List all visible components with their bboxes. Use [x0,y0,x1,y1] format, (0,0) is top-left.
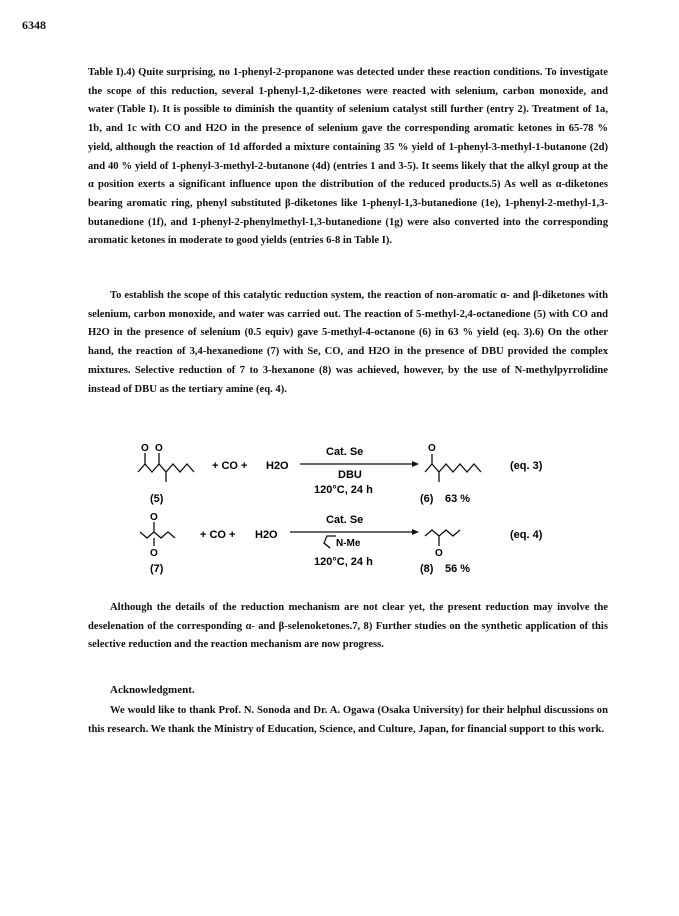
svg-text:O: O [435,548,443,559]
paragraph-table-discussion: Table I).4) Quite surprising, no 1-phenyl-2-propanone was detected under these reaction conditions. To investigate the scope of this reduction, several 1-phenyl-1,2-diketones were reacted with selenium, carbon monoxide, and water (Table I). It is possible to diminish the quantity of selenium catalyst still further (entry 2). Treatment of 1a, 1b, and 1c with CO and H2O in the presence of selenium gave the corresponding aromatic ketones in 65-78 % yield, although the reaction of 1d afforded a mixture containing 35 % yield of 1-phenyl-3-methyl-1-butanone (2d) and 40 % yield of 1-phenyl-3-methyl-2-butanone (4d) (entries 1 and 3-5). It seems likely that the alkyl group at the α position exerts a significant influence upon the distribution of the reduced products.5) As well as α-diketones bearing aromatic ring, phenyl substituted β-diketones like 1-phenyl-1,3-butanedione (1e), 1-phenyl-2-methyl-1,3-butanedione (1f), and 1-phenyl-2-phenylmethyl-1,3-butanedione (1g) were also converted into the corresponding aromatic ketones in moderate to good yields (entries 6-8 in Table I). [88,67,608,247]
eq4-label: (eq. 4) [510,529,543,541]
eq4-yield: 56 % [445,563,471,575]
paragraph-acknowledgment: We would like to thank Prof. N. Sonoda and Dr. A. Ogawa (Osaka University) for their helphul discussions on this research. We thank the Ministry of Education, Science, and Culture, Japan, for financial support to this work. [88,705,608,735]
eq3-conditions: 120°C, 24 h [314,484,373,496]
eq4-conditions: 120°C, 24 h [314,556,373,568]
svg-text:O: O [155,443,163,454]
eq4-product-label: (8) [420,563,434,575]
svg-text:O: O [150,548,158,559]
eq3-product-label: (6) [420,493,434,505]
svg-text:O: O [141,443,149,454]
eq4-reactant-label: (7) [150,563,164,575]
eq3-water: H2O [266,460,289,472]
eq4-water: H2O [255,529,278,541]
svg-text:O: O [150,512,158,523]
paragraph-non-aromatic-diketones: To establish the scope of this catalytic reduction system, the reaction of non-aromatic α- and β-diketones with selenium, carbon monoxide, and water was carried out. The reaction of 5-methyl-2,4-octanedione (5) with CO and H2O in the presence of selenium (0.5 equiv) gave 5-methyl-4-octanone (6) in 63 % yield (eq. 3).6) On the other hand, the reaction of 3,4-hexanedione (7) with Se, CO, and H2O in the presence of DBU provided the complex mixtures. Selective reduction of 7 to 3-hexanone (8) was achieved, however, by the use of N-methylpyrrolidine instead of DBU as the tertiary amine (eq. 4). [88,290,608,395]
eq3-plus-co: + CO + [212,460,248,472]
reaction-scheme [0,440,679,590]
page-number: 6348 [22,18,46,32]
eq4-base: N-Me [336,538,361,549]
acknowledgment-heading: Acknowledgment. [110,684,195,696]
eq3-reactant-structure [138,443,194,482]
eq3-reactant-label: (5) [150,493,164,505]
eq3-yield: 63 % [445,493,471,505]
n-methylpyrrolidine-structure [324,536,336,548]
eq4-product-structure [425,530,460,559]
eq3-label: (eq. 3) [510,460,543,472]
svg-text:O: O [428,443,436,454]
paragraph-mechanism: Although the details of the reduction mechanism are not clear yet, the present reduction may involve the deselenation of the corresponding α- and β-selenoketones.7, 8) Further studies on the synthetic application of this selective reduction and the reaction mechanism are now progress. [88,602,608,651]
eq3-catalyst: Cat. Se [326,446,364,458]
eq4-catalyst: Cat. Se [326,514,364,526]
eq3-product-structure [425,443,481,482]
eq3-base: DBU [338,469,362,481]
eq4-reactant-structure [140,512,175,559]
eq4-plus-co: + CO + [200,529,236,541]
